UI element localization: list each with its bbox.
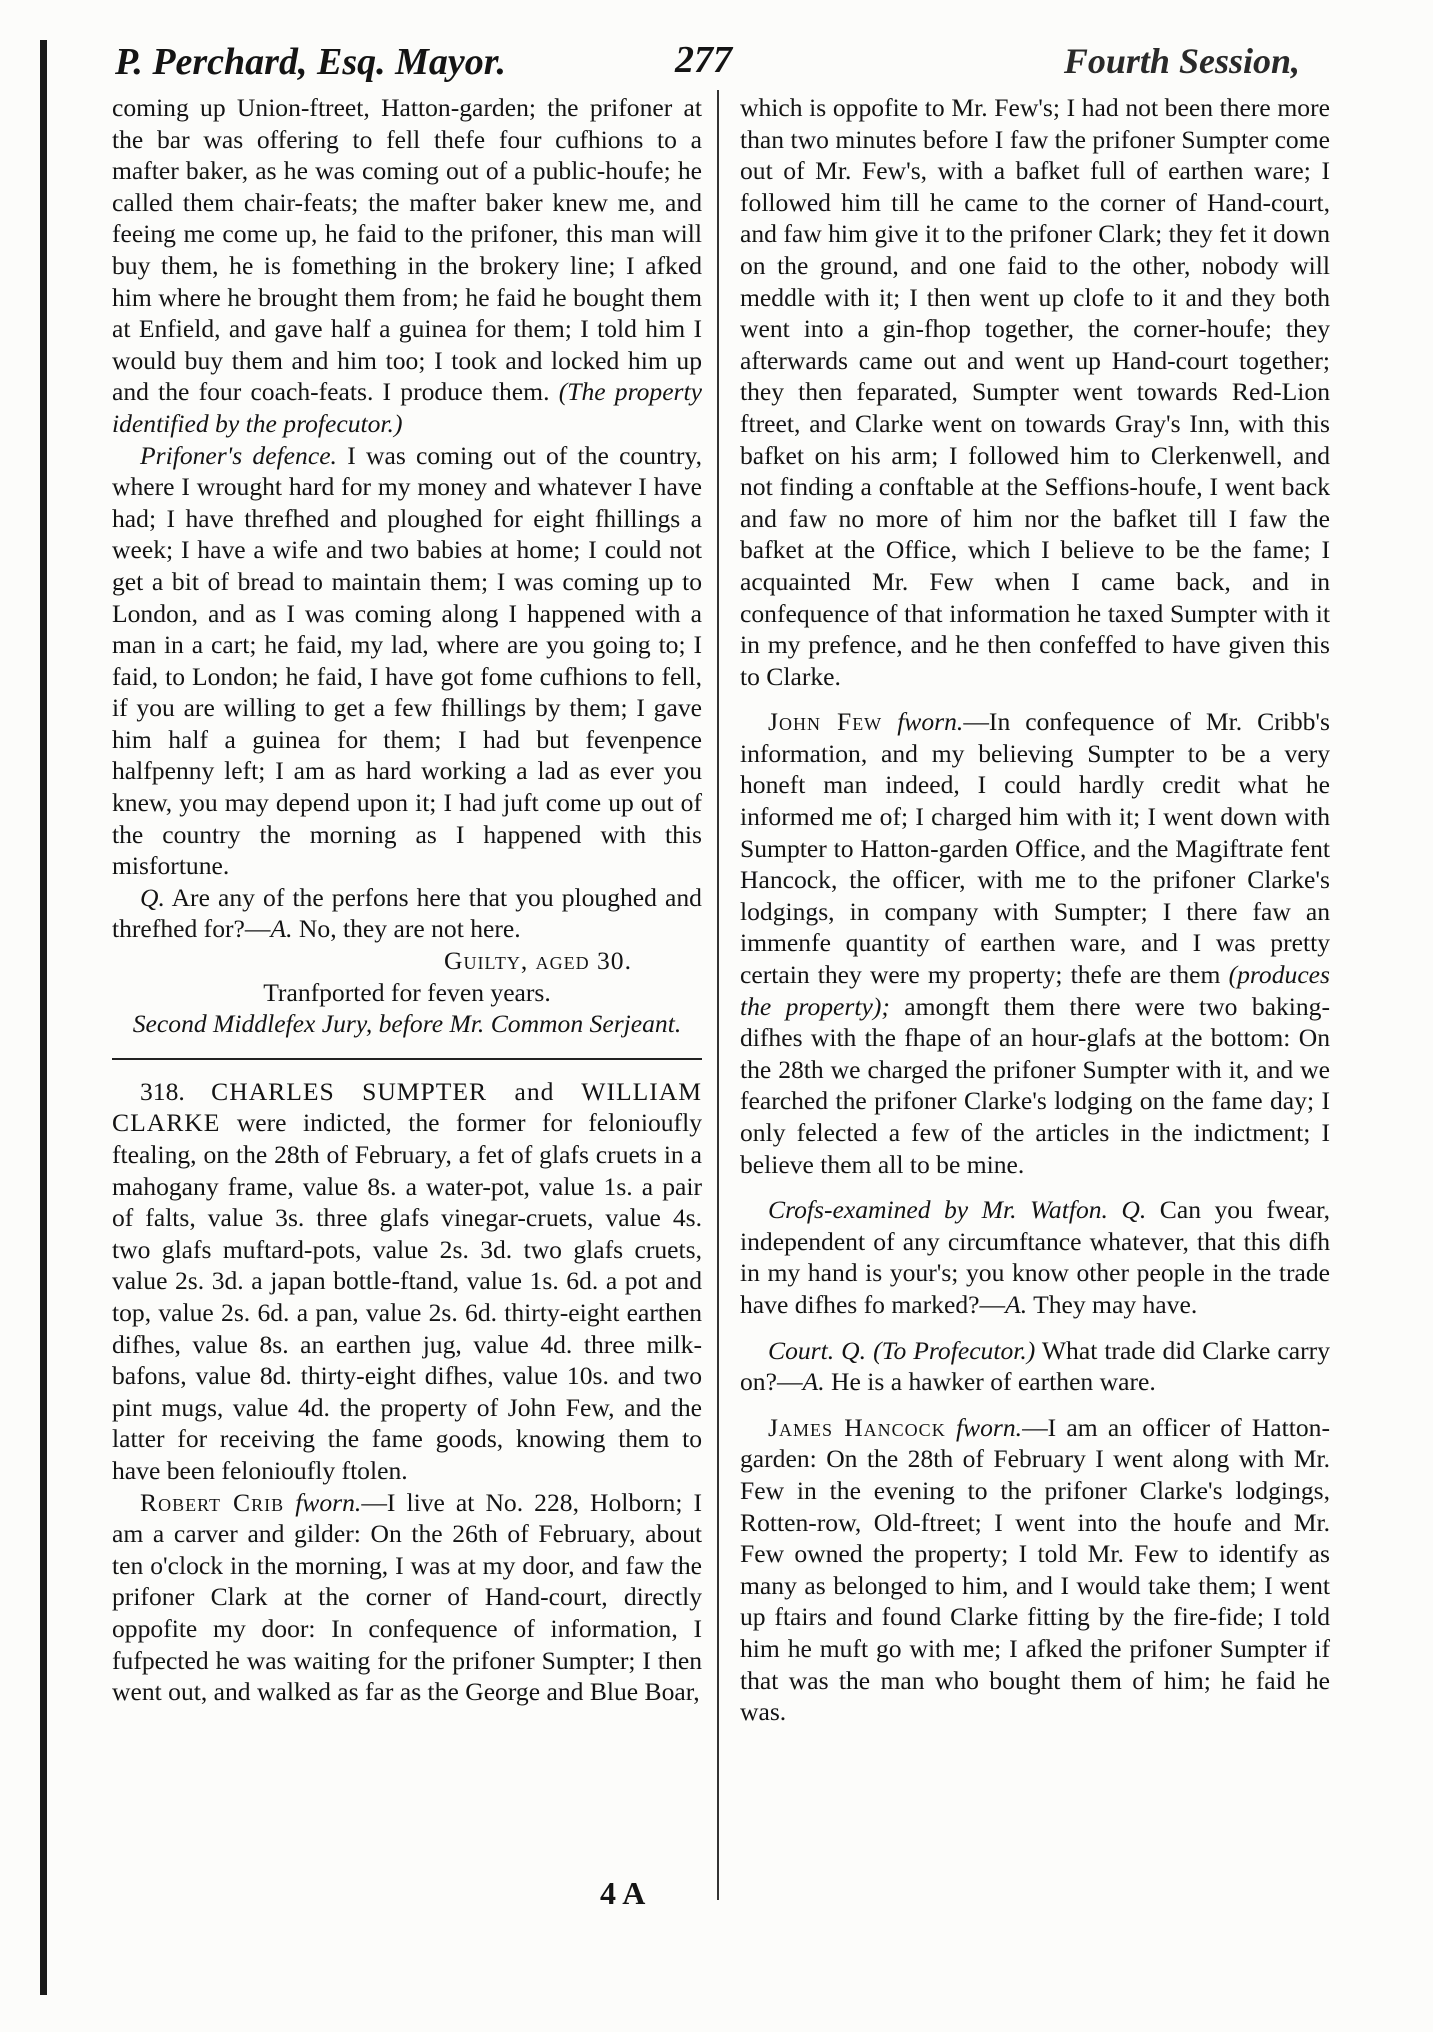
question-answer: Q. Are any of the perfons here that you ploughed and threfhed for?—A. No, they are not here. (112, 882, 702, 944)
verdict: Guilty, aged 30. (444, 946, 632, 976)
signature-mark: 4 A (600, 1875, 646, 1911)
witness-name: James Hancock (768, 1412, 946, 1442)
right-column (740, 92, 1330, 1728)
court-question: Court. Q. (To Profecutor.) What trade did Clarke carry on?—A. He is a hawker of earthen ware. (740, 1335, 1330, 1397)
jury-note: Second Middlefex Jury, before Mr. Common Serjeant. (132, 1009, 682, 1039)
cross-examination: Crofs-examined by Mr. Watfon. Q. Can you fwear, independent of any circumftance whatever, that this difh in my hand is your's; you know other people in the trade have difhes fo marked?—A. They may have. (740, 1195, 1330, 1319)
paragraph: coming up Union-ftreet, Hatton-garden; the prifoner at the bar was offering to fell thefe four cufhions to a mafter baker, as he was coming out of a public-houfe; he called them chair-feats; the mafter baker knew me, and feeing me come up, he faid to the prifoner, this man will buy them, he is fomething in the brokery line; I afked him where he brought them from; he faid he bought them at Enfield, and gave half a guinea for them; I told him I would buy them and him too; I took and locked him up and the four coach-feats. I produce them. (The property identified by the profecutor.) (112, 93, 702, 438)
header-session: Fourth Session, (1063, 41, 1300, 81)
court-label: Court. (768, 1335, 835, 1365)
header-mayor: P. Perchard, Esq. Mayor. (115, 41, 506, 83)
cross-label: Crofs-examined by Mr. Watfon. (768, 1195, 1108, 1225)
sentence: Tranfported for feven years. (263, 977, 551, 1007)
witness-hancock: James Hancock fworn.—I am an officer of Hatton-garden: On the 28th of February I went along with Mr. Few in the evening to the prifoner Clarke's lodgings, Rotten-row, Old-ftreet; I went into the houfe and Mr. Few owned the property; I told Mr. Few to identify as many as belonged to him, and I would take them; I went up ftairs and found Clarke fitting by the fire-fide; I told him he muft go with me; I afked the prifoner Sumpter if that was the man who bought them of him; he faid he was. (740, 1412, 1330, 1727)
property-note: (The property identified by the profecutor.) (112, 377, 702, 438)
case-separator (112, 1058, 702, 1060)
page-header (115, 36, 1300, 90)
witness-crib: Robert Crib fworn.—I live at No. 228, Holborn; I am a carver and gilder: On the 26th of February, about ten o'clock in the morning, I was at my door, and faw the prifoner Clark at the corner of Hand-court, directly oppofite my door: In confequence of information, I fufpected he was waiting for the prifoner Sumpter; I then went out, and walked as far as the George and Blue Boar, (112, 1487, 703, 1707)
witness-name: Robert Crib (140, 1487, 285, 1517)
witness-name: John Few (768, 707, 883, 737)
left-column (112, 92, 702, 1708)
defence-label: Prifoner's defence. (140, 440, 337, 470)
column-divider (717, 90, 719, 1900)
case-names: CHARLES SUMPTER and WILLIAM CLARKE (112, 1076, 702, 1138)
page-edge-rule (40, 40, 47, 1995)
page-number: 277 (675, 39, 732, 81)
case-heading: 318. CHARLES SUMPTER and WILLIAM CLARKE were indicted, the former for felonioufly ftealing, on the 28th of February, a fet of glafs cruets in a mahogany frame, value 8s. a water-pot, value 1s. a pair of falts, value 3s. three glafs vinegar-cruets, value 4s. two glafs muftard-pots, value 2s. 3d. two glafs cruets, value 2s. 3d. a japan bottle-ftand, value 1s. 6d. a pot and top, value 2s. 6d. a pan, value 2s. 6d. thirty-eight earthen difhes, value 8s. an earthen jug, value 4d. three milk-bafons, value 8d. thirty-eight difhes, value 10s. and two pint mugs, value 4d. the property of John Few, and the latter for receiving the fame goods, knowing them to have been felonioufly ftolen. (112, 1076, 702, 1485)
witness-few: John Few fworn.—In confequence of Mr. Cribb's information, and my believing Sumpter to be a very honeft man indeed, I could hardly credit what he informed me of; I charged him with it; I went down with Sumpter to Hatton-garden Office, and the Magiftrate fent Hancock, the officer, with me to the prifoner Clarke's lodgings, in company with Sumpter; I there faw an immenfe quantity of earthen ware, and I was pretty certain they were my property; thefe are them (produces the property); amongft them there were two baking-difhes with the fhape of an hour-glafs at the bottom: On the 28th we charged the prifoner Sumpter with it, and we fearched the prifoner Clarke's lodging on the fame day; I only felected a few of the articles in the indictment; I believe them all to be mine. (740, 707, 1330, 1179)
defence-paragraph: Prifoner's defence. I was coming out of the country, where I wrought hard for my money and whatever I have had; I have threfhed and ploughed for eight fhillings a week; I have a wife and two babies at home; I could not get a bit of bread to maintain them; I was coming up to London, and as I was coming along I happened with a man in a cart; he faid, my lad, where are you going to; I faid, to London; he faid, I have got fome cufhions to fell, if you are willing to get a few fhillings by them; I gave him half a guinea for them; I had but fevenpence halfpenny left; I am as hard working a lad as ever you knew, you may depend upon it; I had juft come up out of the country the morning as I happened with this misfortune. (112, 440, 702, 881)
case-number: 318. (140, 1076, 185, 1106)
paragraph: which is oppofite to Mr. Few's; I had not been there more than two minutes before I faw the prifoner Sumpter come out of Mr. Few's, with a bafket full of earthen ware; I followed him till he came to the corner of Hand-court, and faw him give it to the prifoner Clark; they fet it down on the ground, and one faid to the other, nobody will meddle with it; I then went up clofe to it and they both went into a gin-fhop together, the corner-houfe; they afterwards came out and went up Hand-court together; they then feparated, Sumpter went towards Red-Lion ftreet, and Clarke went on towards Gray's Inn, with this bafket on his arm; I followed him to Clerkenwell, and not finding a conftable at the Seffions-houfe, I went back and faw no more of him nor the bafket till I faw the bafket at the Office, which I believe to be the fame; I acquainted Mr. Few when I came back, and in confequence of that information he taxed Sumpter with it in my prefence, and he then confeffed to have given this to Clarke. (740, 93, 1330, 691)
produces-note: (produces the property); (740, 960, 1330, 1021)
